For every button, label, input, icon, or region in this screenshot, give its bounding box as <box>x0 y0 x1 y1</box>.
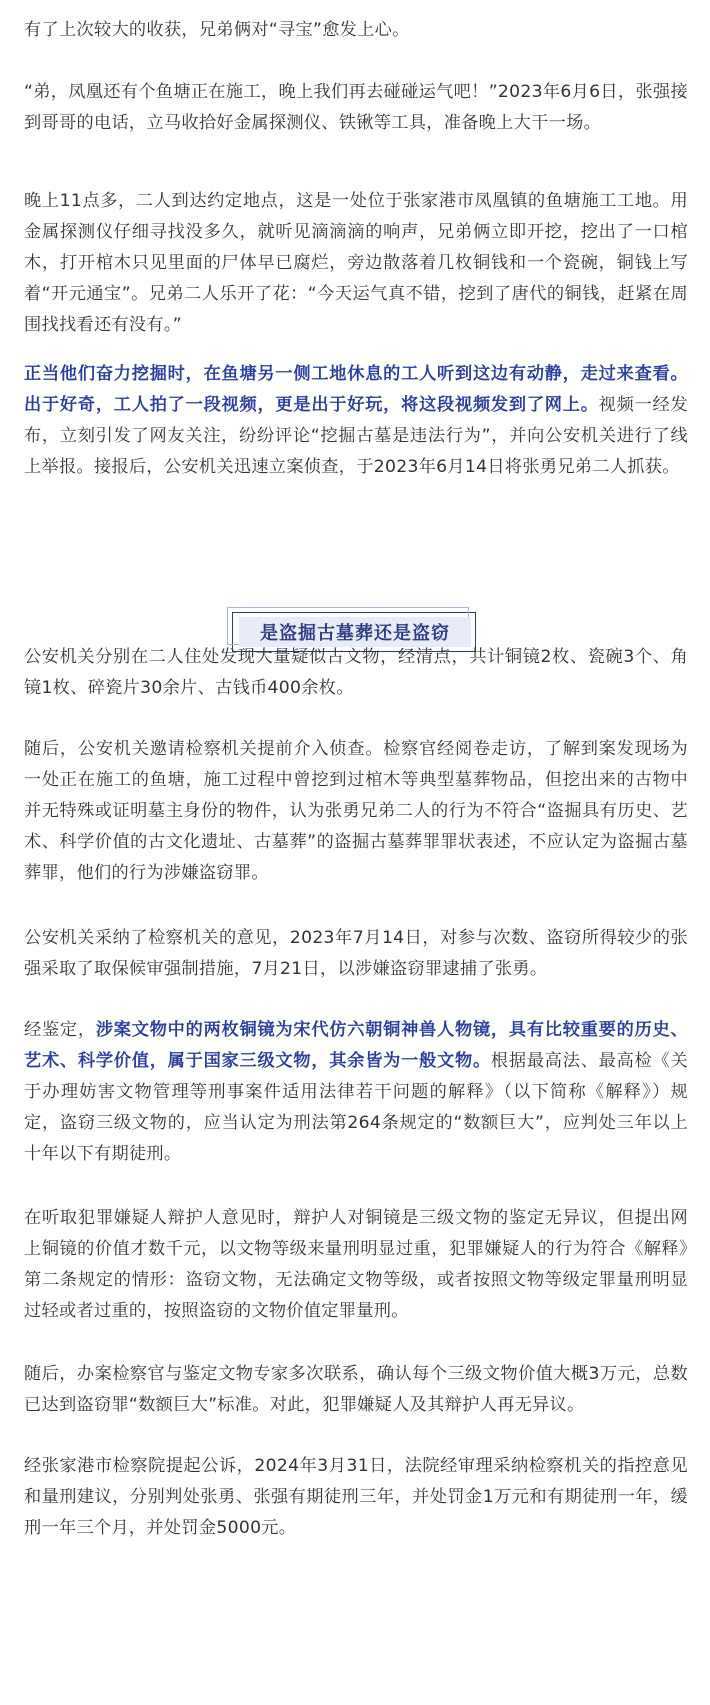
paragraph-9: 在听取犯罪嫌疑人辩护人意见时，辩护人对铜镜是三级文物的鉴定无异议，但提出网上铜镜的价值才数千元，以文物等级来量刑明显过重，犯罪嫌疑人的行为符合《解释》第二条规定的情形：盗窃文物，无法确定文物等级，或者按照文物等级定罪量刑明显过轻或者过重的，按照盗窃的文物价值定罪量刑。 <box>24 1208 688 1321</box>
paragraph-8-rest: 根据最高法、最高检《关于办理妨害文物管理等刑事案件适用法律若干问题的解释》（以下简称《解释》）规定，盗窃三级文物的，应当认定为刑法第264条规定的“数额巨大”，应判处三年以上十年以下有期徒刑。 <box>24 1051 688 1164</box>
paragraph-5: 公安机关分别在二人住处发现大量疑似古文物，经清点，共计铜镜2枚、瓷碗3个、角镜1枚、碎瓷片30余片、古钱币400余枚。 <box>24 647 688 698</box>
highlight-text: 正当他们奋力挖掘时，在鱼塘另一侧工地休息的工人听到这边有动静，走过来查看。出于好奇，工人拍了一段视频，更是出于好玩，将这段视频发到了网上。 <box>24 364 688 415</box>
highlight-text: 涉案文物中的两枚铜镜为宋代仿六朝铜神兽人物镜，具有比较重要的历史、艺术、科学价值，属于国家三级文物，其余皆为一般文物。 <box>24 1020 689 1071</box>
paragraph-7: 公安机关采纳了检察机关的意见，2023年7月14日，对参与次数、盗窃所得较少的张强采取了取保候审强制措施，7月21日，以涉嫌盗窃罪逮捕了张勇。 <box>24 928 688 979</box>
paragraph-6: 随后，公安机关邀请检察机关提前介入侦查。检察官经阅卷走访，了解到案发现场为一处正在施工的鱼塘，施工过程中曾挖到过棺木等典型墓葬物品，但挖出来的古物中并无特殊或证明墓主身份的物件，认为张勇兄弟二人的行为不符合“盗掘具有历史、艺术、科学价值的古文化遗址、古墓葬”的盗掘古墓葬罪罪状表述，不应认定为盗掘古墓葬罪，他们的行为涉嫌盗窃罪。 <box>24 739 688 883</box>
paragraph-10: 随后，办案检察官与鉴定文物专家多次联系，确认每个三级文物价值大概3万元，总数已达到盗窃罪“数额巨大”标准。对此，犯罪嫌疑人及其辩护人再无异议。 <box>24 1364 688 1415</box>
paragraph-2: “弟，凤凰还有个鱼塘正在施工，晚上我们再去碰碰运气吧！”2023年6月6日，张强接到哥哥的电话，立马收拾好金属探测仪、铁锹等工具，准备晚上大干一场。 <box>24 82 688 133</box>
paragraph-3: 晚上11点多，二人到达约定地点，这是一处位于张家港市凤凰镇的鱼塘施工工地。用金属探测仪仔细寻找没多久，就听见滴滴滴的响声，兄弟俩立即开挖，挖出了一口棺木，打开棺木只见里面的尸体早已腐烂，旁边散落着几枚铜钱和一个瓷碗，铜钱上写着“开元通宝”。兄弟二人乐开了花：“今天运气真不错，挖到了唐代的铜钱，赶紧在周围找找看还有没有。” <box>24 191 688 335</box>
paragraph-4 <box>24 359 688 483</box>
paragraph-4-rest: 视频一经发布，立刻引发了网友关注，纷纷评论“挖掘古墓是违法行为”，并向公安机关进行了线上举报。接报后，公安机关迅速立案侦查，于2023年6月14日将张勇兄弟二人抓获。 <box>24 395 688 477</box>
paragraph-8 <box>24 1015 688 1170</box>
section-heading: 是盗掘古墓葬还是盗窃 <box>239 617 471 647</box>
paragraph-11: 经张家港市检察院提起公诉，2024年3月31日，法院经审理采纳检察机关的指控意见和量刑建议，分别判处张勇、张强有期徒刑三年，并处罚金1万元和有期徒刑一年，缓刑一年三个月，并处罚金5000元。 <box>24 1456 688 1538</box>
paragraph-8-pre: 经鉴定， <box>24 1020 96 1040</box>
paragraph-1: 有了上次较大的收获，兄弟俩对“寻宝”愈发上心。 <box>24 20 410 40</box>
